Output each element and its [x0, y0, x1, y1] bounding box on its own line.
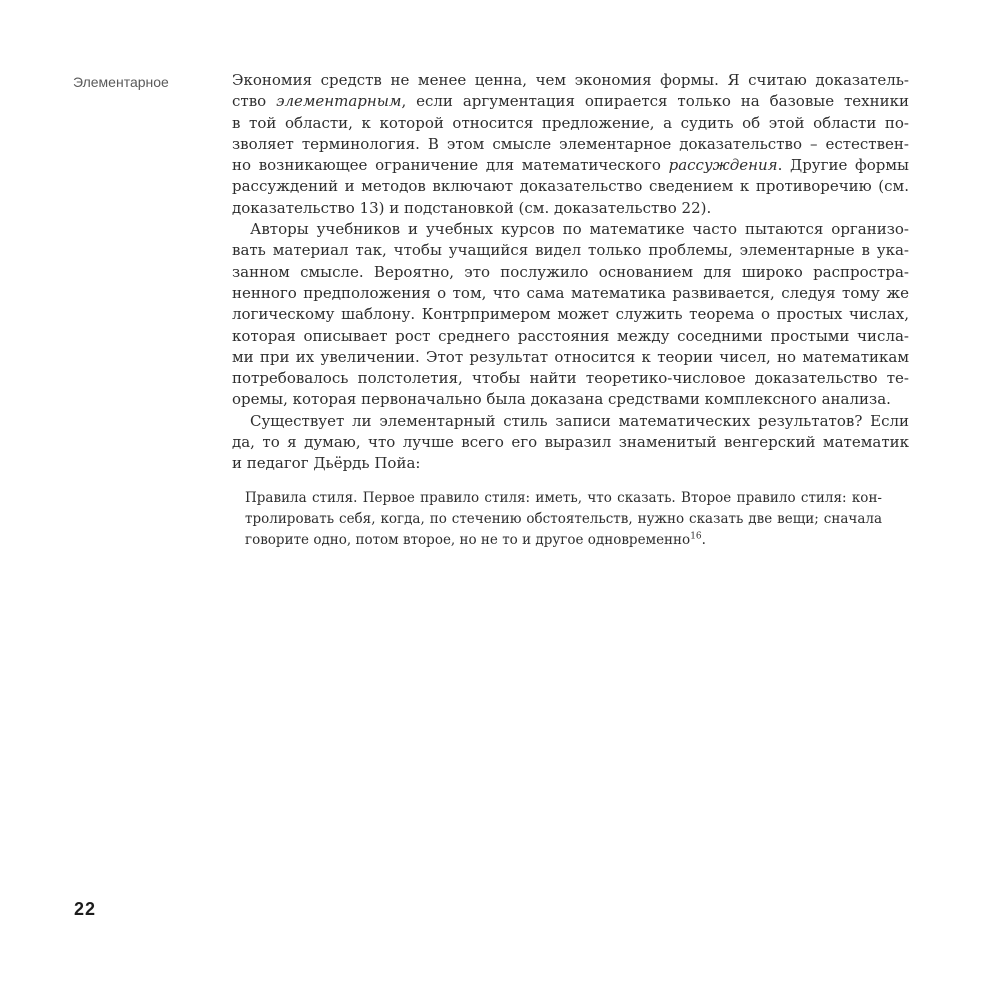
text-column — [232, 70, 909, 551]
text-line: оремы, которая первоначально была доказана средствами комплексного анализа. — [232, 390, 891, 409]
text-line: Существует ли элементарный стиль записи математических результатов? Если — [250, 411, 909, 430]
text-line: потребовалось полстолетия, чтобы найти теоретико-числовое доказательство те- — [232, 369, 909, 388]
text-line: Экономия средств не менее ценна, чем экономия формы. Я считаю доказатель- — [232, 71, 909, 89]
text-line: логическому шаблону. Контрпримером может служить теорема о простых числах, — [232, 305, 909, 324]
text-line: тролировать себя, когда, по стечению обстоятельств, нужно сказать две вещи; сначала — [245, 510, 882, 527]
text-line: ненного предположения о том, что сама математика развивается, следуя тому же — [232, 283, 909, 302]
text-line: ми при их увеличении. Этот результат относится к теории чисел, но математикам — [232, 347, 909, 366]
text-line: занном смысле. Вероятно, это послужило основанием для широко распростра- — [232, 262, 909, 281]
text-line: говорите одно, потом второе, но не то и другое одновременно$^{16}$. — [245, 531, 706, 548]
text-line: но возникающее ограничение для математического рассуждения. Другие формы — [232, 156, 909, 175]
footnote-marker: 16 — [690, 531, 702, 542]
text-line: Правила стиля. Первое правило стиля: иметь, что сказать. Второе правило стиля: кон- — [245, 489, 882, 506]
text-line: вать материал так, чтобы учащийся видел только проблемы, элементарные в ука- — [232, 241, 909, 260]
text-line: да, то я думаю, что лучше всего его выразил знаменитый венгерский математик — [232, 433, 909, 452]
margin-label: Элементарное — [73, 74, 169, 90]
paragraph — [232, 411, 909, 475]
text-line: зволяет терминология. В этом смысле элементарное доказательство – естествен- — [232, 134, 909, 153]
text-line: в той области, к которой относится предложение, а судить об этой области по- — [232, 113, 909, 132]
paragraph — [232, 219, 909, 411]
text-line: Авторы учебников и учебных курсов по математике часто пытаются организо- — [250, 220, 909, 239]
text-line: ство элементарным, если аргументация опирается только на базовые техники — [232, 92, 910, 111]
quote-block — [245, 488, 882, 551]
text-line: и педагог Дьёрдь Пойа: — [232, 454, 421, 473]
paragraph — [232, 70, 909, 219]
page-number: 22 — [74, 899, 97, 919]
text-line: которая описывает рост среднего расстояния между соседними простыми числа- — [232, 326, 909, 345]
text-line: рассуждений и методов включают доказательство сведением к противоречию (см. — [232, 177, 909, 196]
text-line: доказательство 13) и подстановкой (см. доказательство 22). — [232, 198, 712, 217]
